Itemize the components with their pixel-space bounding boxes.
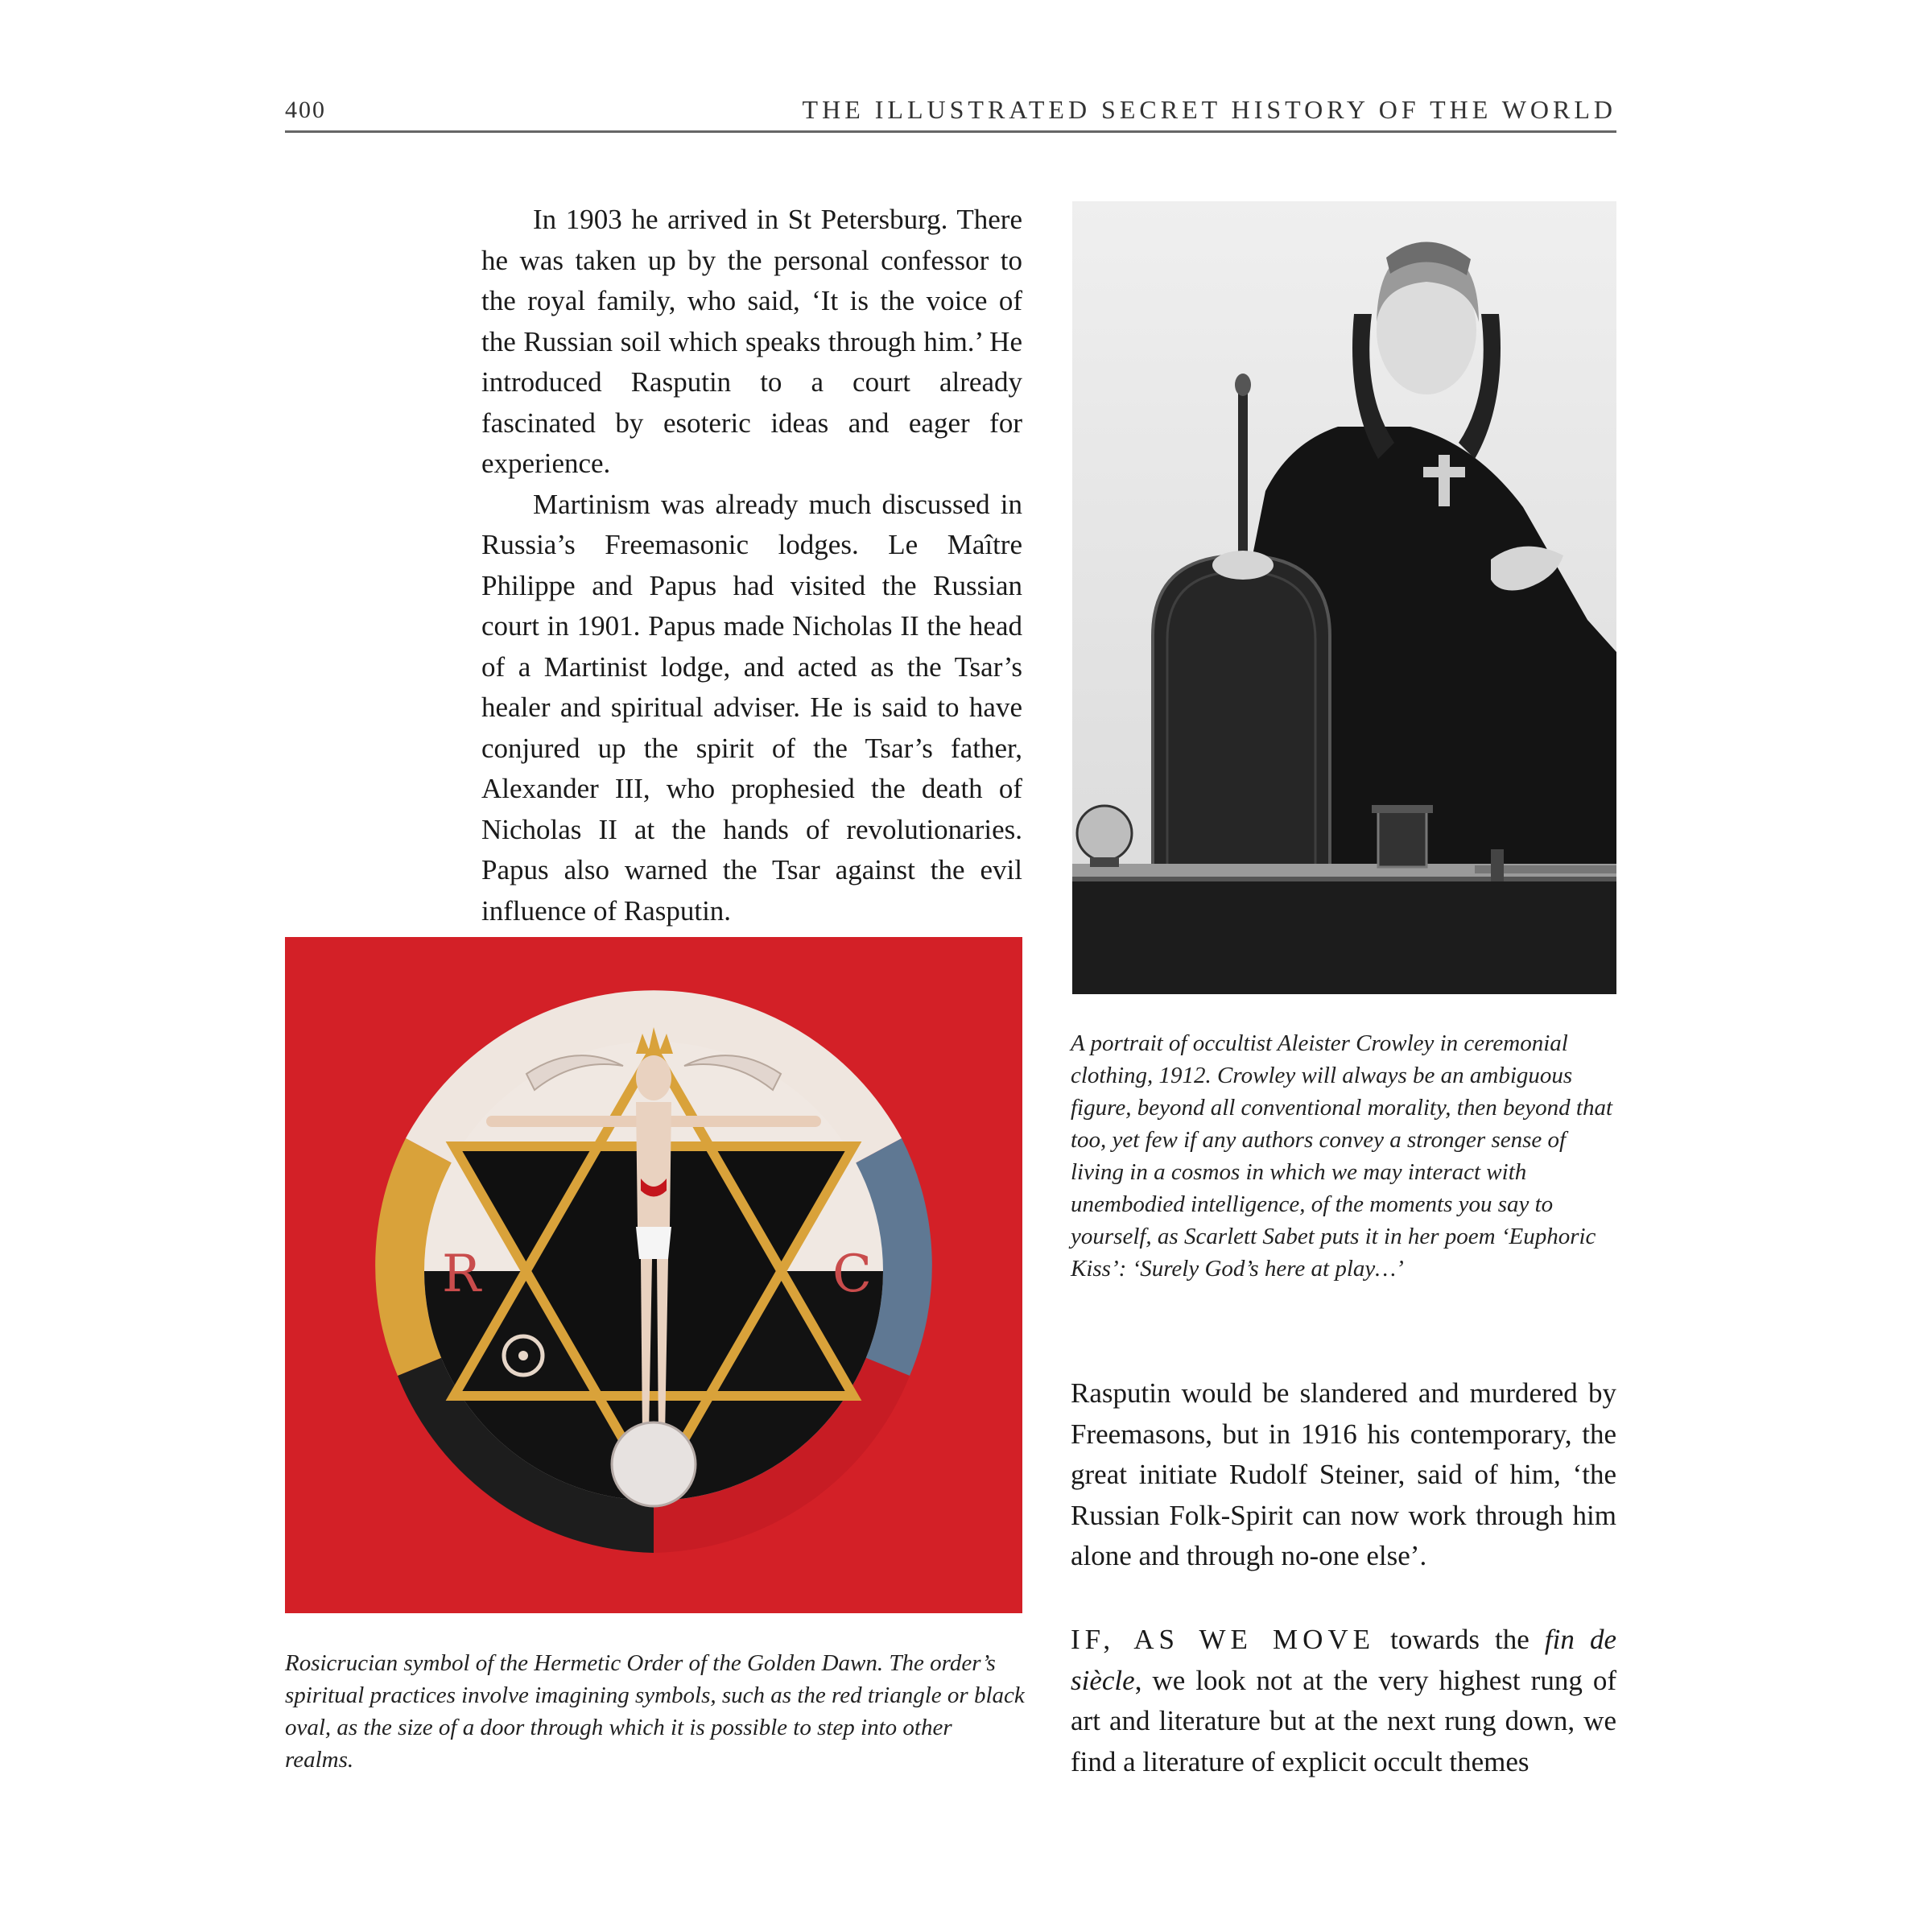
paragraph: In 1903 he arrived in St Petersburg. There he was taken up by the personal confessor to the royal family, who said, ‘It is the voice of the Russian soil which speaks through him.’ He introduced Rasputin to a court already fascinated by esoteric ideas and eager for experience.: [481, 204, 1022, 479]
text-run: , we look not at the very highest rung of art and literature but at the next rung down, we find a literature of explicit occult themes: [1071, 1664, 1616, 1777]
page-number: 400: [285, 97, 326, 123]
body-text-top: [481, 200, 1022, 931]
letter-c: C: [832, 1245, 872, 1304]
paragraph: [1071, 1620, 1616, 1782]
section-opening: [1071, 1620, 1616, 1782]
crowley-caption: A portrait of occultist Aleister Crowley in ceremonial clothing, 1912. Crowley will always be an ambiguous figure, beyond all conventional morality, then beyond that too, yet few if any authors convey a stronger sense of living in a cosmos in which we may interact with unembodied intelligence, of the moments you say to yourself, as Scarlett Sabet puts it in her poem ‘Euphoric Kiss’: ‘Surely God’s here at play…’: [1071, 1030, 1613, 1282]
running-head: THE ILLUSTRATED SECRET HISTORY OF THE WORLD: [802, 95, 1616, 124]
rosicrucian-caption: Rosicrucian symbol of the Hermetic Order of the Golden Dawn. The order’s spiritual practices involve imagining symbols, such as the red triangle or black oval, as the size of a door through which it is possible to step into other realms.: [285, 1650, 1025, 1773]
text-run: towards the: [1375, 1624, 1545, 1655]
paragraph: Martinism was already much discussed in Russia’s Freemasonic lodges. Le Maître Philippe and Papus had visited the Russian court in 1901. Papus made Nicholas II the head of a Martinist lodge, and acted as the Tsar’s healer and spiritual adviser. He is said to have conjured up the spirit of the Tsar’s father, Alexander III, who prophesied the death of Nicholas II at the hands of revolutionaries. Papus also warned the Tsar against the evil influence of Rasputin.: [481, 488, 1022, 927]
header-rule: [285, 130, 1616, 133]
letter-r: R: [442, 1245, 481, 1304]
body-text-bottom: [1071, 1373, 1616, 1577]
italic-phrase: fin de siècle: [1071, 1624, 1617, 1696]
lead-in: IF, AS WE MOVE: [1071, 1624, 1376, 1655]
rosicrucian-symbol-image: [285, 937, 1022, 1613]
paragraph: Rasputin would be slandered and murdered by Freemasons, but in 1916 his contemporary, the great initiate Rudolf Steiner, said of him, ‘the Russian Folk-Spirit can now work through him alone and through no-one else’.: [1071, 1377, 1616, 1571]
crowley-photo: [1072, 201, 1616, 994]
